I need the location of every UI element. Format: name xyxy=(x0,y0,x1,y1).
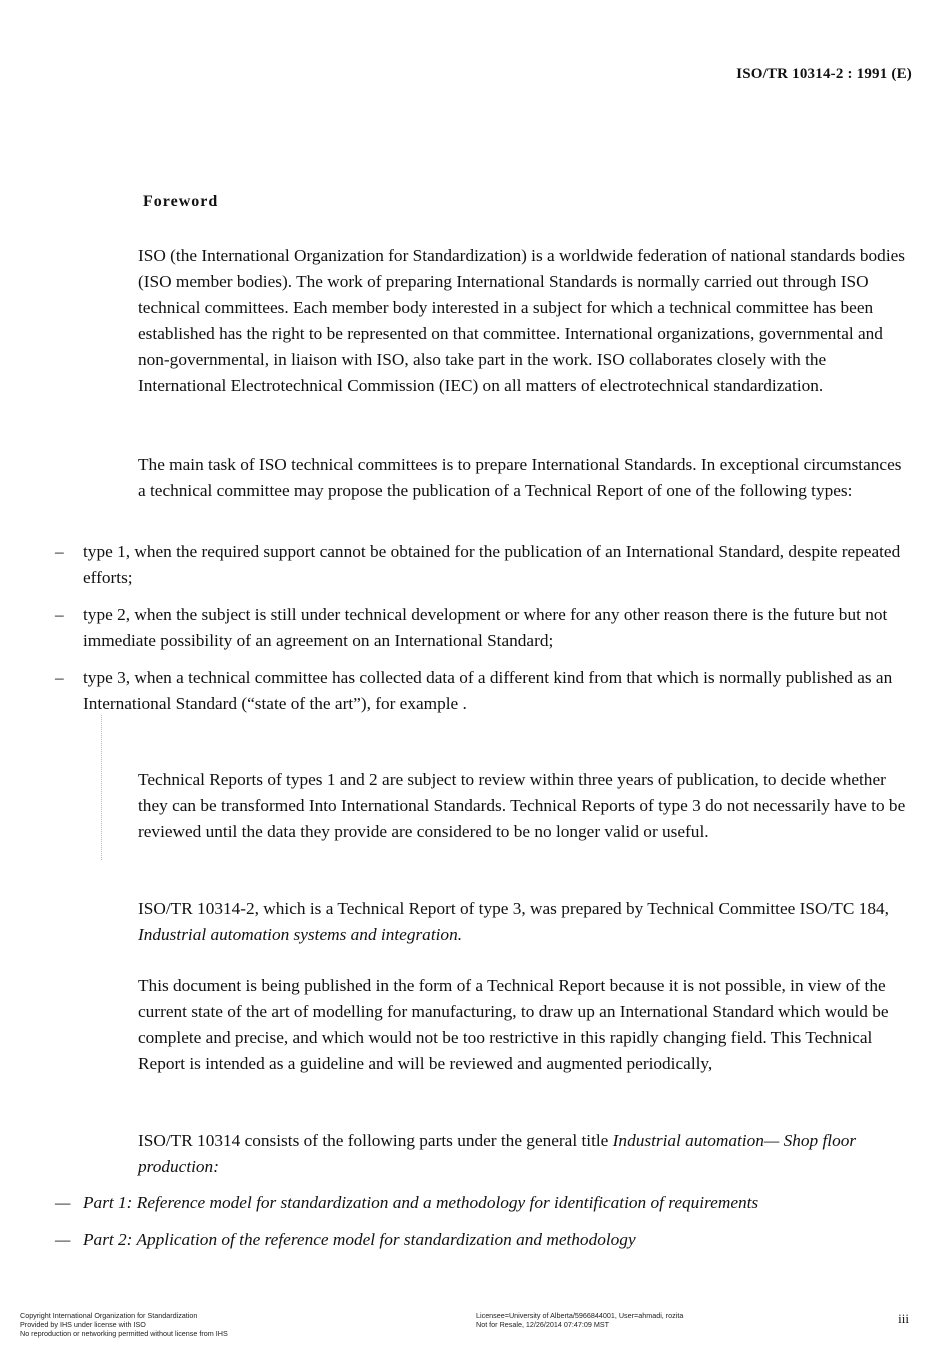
paragraph-review: Technical Reports of types 1 and 2 are subject to review within three years of publication, to decide whether they can be transformed Into International Standards. Technical Reports of type 3 do not necessarily have to be reviewed until the data they provide are considered to be no longer valid or useful. xyxy=(138,770,906,841)
list-dash: – xyxy=(55,605,64,624)
paragraph-parts-intro xyxy=(138,1128,910,1180)
paragraph-main-task: The main task of ISO technical committees is to prepare International Standards. In exceptional circumstances a technical committee may propose the publication of a Technical Report of one of the following types: xyxy=(138,455,902,500)
committee-title: Industrial automation systems and integration. xyxy=(138,925,463,944)
footer-line: Copyright International Organization for Standardization xyxy=(20,1311,198,1320)
margin-dotted-line xyxy=(101,715,103,860)
list-item xyxy=(0,1190,950,1216)
license-footer xyxy=(476,1312,683,1330)
paragraph-text: ISO/TR 10314-2, which is a Technical Report of type 3, was prepared by Technical Committee ISO/TC 184, xyxy=(138,899,889,918)
list-item-text: type 1, when the required support cannot be obtained for the publication of an International Standard, despite repeated efforts; xyxy=(83,542,901,587)
list-item-text: Part 2: Application of the reference model for standardization and methodology xyxy=(83,1230,636,1249)
list-dash: — xyxy=(55,1230,71,1249)
list-item-text: Part 1: Reference model for standardization and a methodology for identification of requirements xyxy=(83,1193,759,1212)
footer-line: Provided by IHS under license with ISO xyxy=(20,1319,146,1329)
parts-list xyxy=(0,1190,950,1264)
page-number: iii xyxy=(898,1311,909,1326)
list-item xyxy=(0,539,950,591)
paragraph-publication-reason: This document is being published in the form of a Technical Report because it is not possible, in view of the current state of the art of modelling for manufacturing, to draw up an International Standard which would be complete and precise, and which would not be too restrictive in this rapidly changing field. This Technical Report is intended as a guideline and will be reviewed and augmented periodically, xyxy=(138,976,889,1073)
list-dash: – xyxy=(55,668,64,687)
list-item xyxy=(0,1227,950,1253)
section-heading: Foreword xyxy=(143,193,219,210)
report-types-list xyxy=(0,539,950,728)
copyright-footer xyxy=(20,1312,228,1338)
paragraph-text: ISO/TR 10314 consists of the following parts under the general title xyxy=(138,1131,613,1150)
footer-line: Licensee=University of Alberta/5966844001, User=ahmadi, rozita xyxy=(476,1311,684,1320)
list-item-text: type 3, when a technical committee has collected data of a different kind from that which is normally published as an International Standard (“state of the art”), for example . xyxy=(83,668,893,713)
footer-line: No reproduction or networking permitted without license from IHS xyxy=(20,1328,228,1338)
footer-line: Not for Resale, 12/26/2014 07:47:09 MST xyxy=(476,1319,610,1329)
general-title: Industrial automation— Shop floor production: xyxy=(138,1131,857,1176)
document-id: ISO/TR 10314-2 : 1991 (E) xyxy=(736,66,912,82)
paragraph-iso-intro: ISO (the International Organization for Standardization) is a worldwide federation of national standards bodies (ISO member bodies). The work of preparing International Standards is normally carried out through ISO technical committees. Each member body interested in a subject for which a technical committee has been established has the right to be represented on that committee. International organizations, governmental and non-governmental, in liaison with ISO, also take part in the work. ISO collaborates closely with the International Electrotechnical Commission (IEC) on all matters of electrotechnical standardization. xyxy=(138,246,906,395)
paragraph-prepared-by xyxy=(138,896,910,948)
list-item xyxy=(0,665,950,717)
list-item xyxy=(0,602,950,654)
list-dash: – xyxy=(55,542,64,561)
list-dash: — xyxy=(55,1193,71,1212)
list-item-text: type 2, when the subject is still under technical development or where for any other reason there is the future but not immediate possibility of an agreement on an International Standard; xyxy=(83,605,888,650)
